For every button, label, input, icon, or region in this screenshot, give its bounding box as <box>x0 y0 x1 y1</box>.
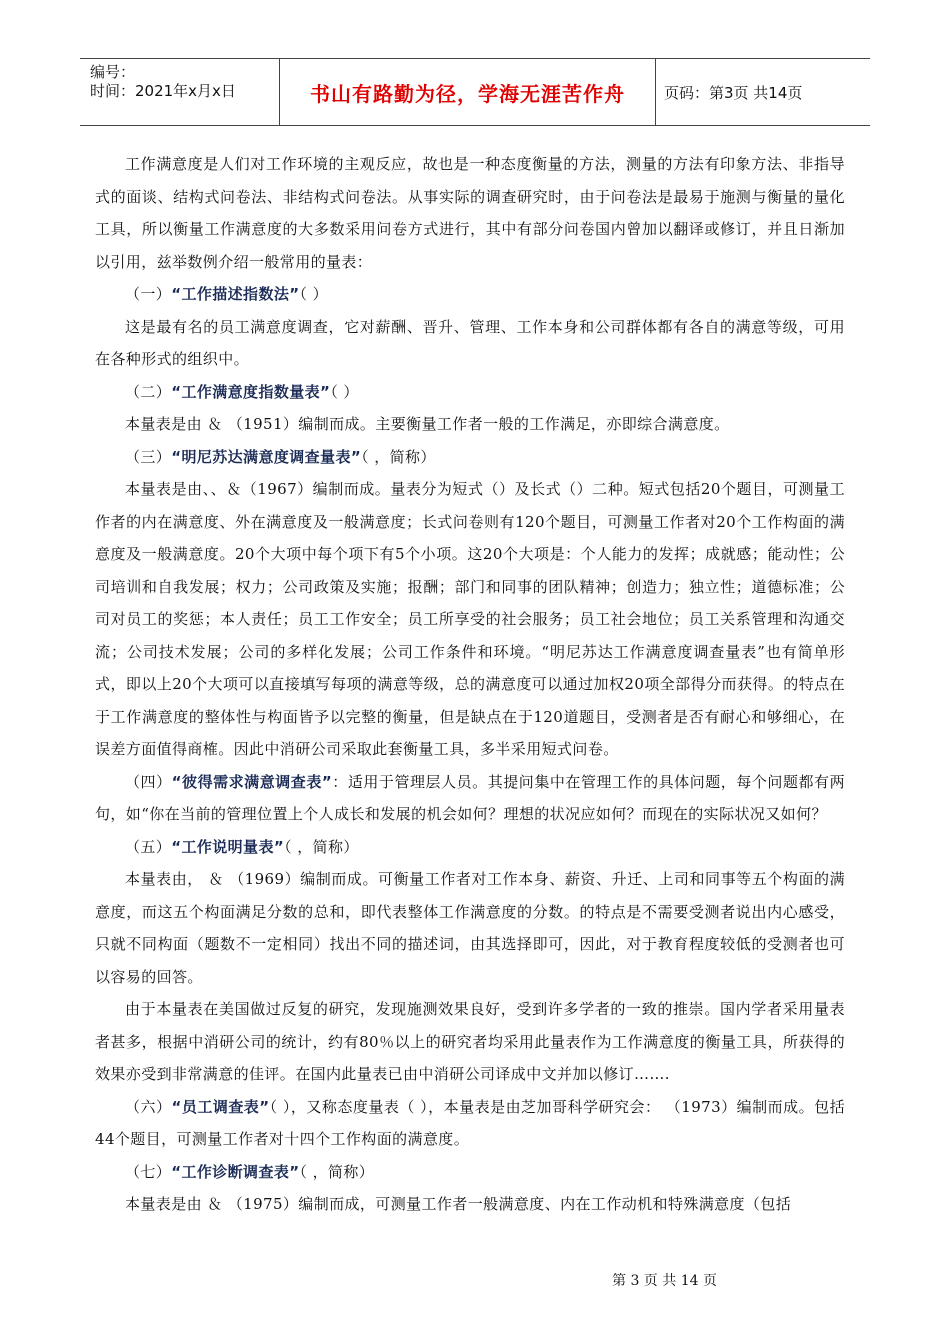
heading-number: （二） <box>125 382 172 401</box>
heading-number: （七） <box>125 1162 172 1181</box>
document-body <box>95 148 845 1221</box>
section-heading-1 <box>95 278 845 311</box>
paragraph-minnesota: 本量表是由、、＆（1967）编制而成。量表分为短式（）及长式（）二种。短式包括20个题目，可测量工作者的内在满意度、外在满意度及一般满意度；长式问卷则有120个题目，可测量工作者对20个工作构面的满意度及一般满意度。20个大项中每个项下有5个小项。这20个大项是：个人能力的发挥；成就感；能动性；公司培训和自我发展；权力；公司政策及实施；报酬；部门和同事的团队精神；创造力；独立性；道德标准；公司对员工的奖惩；本人责任；员工工作安全；员工所享受的社会服务；员工社会地位；员工关系管理和沟通交流；公司技术发展；公司的多样化发展；公司工作条件和环境。“明尼苏达工作满意度调查量表”也有简单形式，即以上20个大项可以直接填写每项的满意等级，总的满意度可以通过加权20项全部得分而获得。的特点在于工作满意度的整体性与构面皆予以完整的衡量，但是缺点在于120道题目，受测者是否有耐心和够细心，在误差方面值得商榷。因此中消研公司采取此套衡量工具，多半采用短式问卷。 <box>95 480 845 758</box>
heading-number: （六） <box>125 1097 172 1116</box>
heading-title: “工作满意度指数量表” <box>171 382 331 401</box>
heading-suffix: （ ），又称态度量表（ ），本量表是由芝加哥科学研究会： （1973）编制而成。包括44个题目，可测量工作者对十四个工作构面的满意度。 <box>95 1097 845 1148</box>
heading-number: （五） <box>125 837 172 856</box>
heading-title: “工作描述指数法” <box>171 285 300 303</box>
section-heading-4 <box>95 766 845 831</box>
paragraph-jds: 本量表由， ＆ （1969）编制而成。可衡量工作者对工作本身、薪资、升迁、上司和同事等五个构面的满意度，而这五个构面满足分数的总和，即代表整体工作满意度的分数。的特点是不需要受测者说出内心感受，只就不同构面（题数不一定相同）找出不同的描述词，由其选择即可，因此，对于教育程度较低的受测者也可以容易的回答。 <box>95 870 845 986</box>
paragraph-index-scale: 本量表是由 ＆ （1951）编制而成。主要衡量工作者一般的工作满足，亦即综合满意度。 <box>125 415 730 433</box>
heading-number: （一） <box>125 285 172 303</box>
heading-suffix: ：适用于管理层人员。其提问集中在管理工作的具体问题，每个问题都有两句，如“你在当前的管理位置上个人成长和发展的机会如何？理想的状况应如何？而现在的实际状况又如何？ <box>95 772 845 823</box>
paragraph-jdi: 这是最有名的员工满意度调查，它对薪酬、晋升、管理、工作本身和公司群体都有各自的满意等级，可用在各种形式的组织中。 <box>95 317 845 368</box>
heading-suffix: （ ） <box>330 382 359 401</box>
paragraph-intro: 工作满意度是人们对工作环境的主观反应，故也是一种态度衡量的方法，测量的方法有印象方法、非指导式的面谈、结构式问卷法、非结构式问卷法。从事实际的调查研究时，由于问卷法是最易于施测与衡量的量化工具，所以衡量工作满意度的大多数采用问卷方式进行，其中有部分问卷国内曾加以翻译或修订，并且日渐加以引用，兹举数例介绍一般常用的量表： <box>95 155 845 271</box>
time-label: 时间：2021年x月x日 <box>90 82 236 100</box>
heading-title: “工作诊断调查表” <box>171 1162 300 1181</box>
section-heading-3 <box>95 441 845 474</box>
heading-number: （三） <box>125 447 172 466</box>
section-heading-7 <box>95 1156 845 1189</box>
heading-suffix: （ ，简称） <box>284 837 359 856</box>
header-page-info: 页码：第3页 共14页 <box>664 83 803 102</box>
number-label: 编号： <box>90 63 136 81</box>
paragraph-usage: 由于本量表在美国做过反复的研究，发现施测效果良好，受到许多学者的一致的推崇。国内学者采用量表者甚多，根据中消研公司的统计，约有80％以上的研究者均采用此量表作为工作满意度的衡量工具，所获得的效果亦受到非常满意的佳评。在国内此量表已由中消研公司译成中文并加以修订……. <box>95 1000 845 1083</box>
heading-title: “明尼苏达满意度调查量表” <box>171 447 362 466</box>
heading-number: （四） <box>125 772 172 791</box>
heading-title: “彼得需求满意调查表” <box>171 772 333 791</box>
page-header <box>80 58 870 126</box>
heading-title: “员工调查表” <box>171 1097 270 1116</box>
section-heading-2 <box>95 376 845 409</box>
heading-suffix: （ ，简称） <box>361 447 436 466</box>
header-meta <box>80 59 280 125</box>
header-motto: 书山有路勤为径，学海无涯苦作舟 <box>280 59 656 125</box>
page-footer: 第 3 页 共 14 页 <box>612 1273 717 1289</box>
paragraph-jdsurvey: 本量表是由 ＆ （1975）编制而成，可测量工作者一般满意度、内在工作动机和特殊满意度（包括 <box>125 1195 792 1213</box>
heading-suffix: （ ） <box>299 285 328 303</box>
heading-title: “工作说明量表” <box>171 837 285 856</box>
heading-suffix: （ ，简称） <box>299 1162 375 1181</box>
section-heading-6 <box>95 1091 845 1156</box>
section-heading-5 <box>95 831 845 864</box>
